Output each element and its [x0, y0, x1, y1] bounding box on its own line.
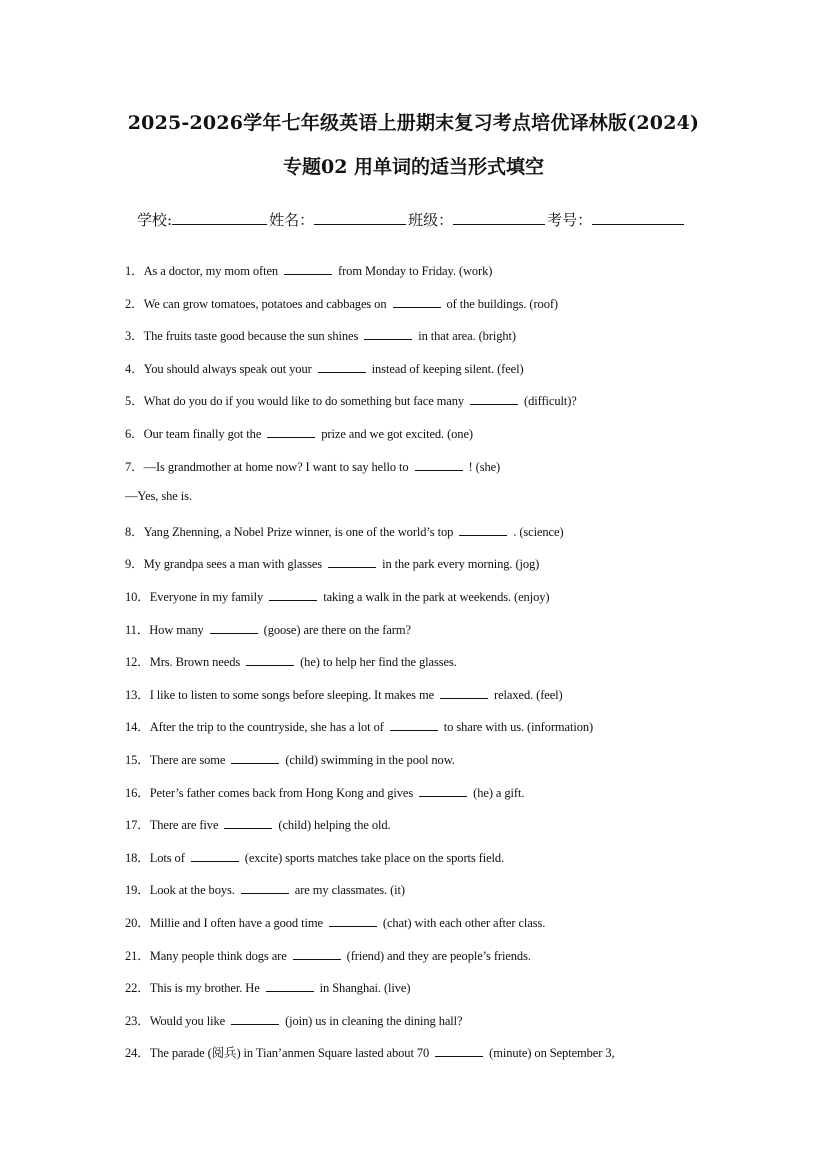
question-text-before: How many	[149, 622, 204, 637]
answer-blank[interactable]	[328, 556, 376, 568]
question-number: 11．	[125, 622, 150, 637]
question-number: 14．	[125, 720, 150, 735]
question-item	[125, 717, 593, 735]
question-text-before: We can grow tomatoes, potatoes and cabbages on	[143, 296, 387, 311]
question-item	[125, 261, 492, 279]
question-item	[125, 522, 564, 540]
question-number: 4．	[125, 361, 144, 376]
question-item	[125, 620, 411, 638]
question-text-before: Peter’s father comes back from Hong Kong and gives	[149, 785, 414, 800]
name-field[interactable]	[314, 210, 406, 225]
question-number: 5．	[125, 394, 144, 409]
question-text-before: Many people think dogs are	[149, 948, 287, 963]
question-text-after: from Monday to Friday. (work)	[338, 264, 493, 278]
question-item	[125, 489, 192, 504]
question-item	[125, 457, 500, 475]
class-label: 班级：	[408, 211, 454, 229]
question-text-before: Would you like	[149, 1013, 226, 1028]
question-number: 8．	[125, 524, 144, 539]
question-text-before: After the trip to the countryside, she has a lot of	[149, 720, 384, 735]
question-text-after: . (science)	[513, 524, 564, 539]
answer-blank[interactable]	[284, 263, 332, 275]
question-text-after: (minute) on September 3,	[489, 1046, 615, 1061]
question-item	[125, 946, 531, 964]
question-number: 19．	[125, 883, 150, 898]
question-number: 2．	[125, 296, 144, 311]
class-field[interactable]	[453, 210, 545, 225]
question-text-after: (excite) sports matches take place on the sports field.	[244, 850, 505, 865]
page-title: 2025-2026学年七年级英语上册期末复习考点培优译林版(2024)	[127, 112, 700, 134]
question-item	[125, 913, 545, 931]
answer-blank[interactable]	[267, 426, 315, 438]
answer-blank[interactable]	[435, 1045, 483, 1057]
answer-blank[interactable]	[459, 524, 507, 536]
question-text-before: I like to listen to some songs before sleeping. It makes me	[149, 687, 435, 702]
student-info-line	[137, 209, 686, 230]
answer-blank[interactable]	[329, 915, 377, 927]
question-text-after: (he) to help her find the glasses.	[300, 655, 457, 670]
question-item	[125, 326, 516, 344]
question-text-after: (join) us in cleaning the dining hall?	[285, 1013, 463, 1028]
question-item	[125, 391, 577, 409]
question-item	[125, 815, 391, 833]
question-text-after: (difficult)?	[524, 394, 577, 409]
answer-blank[interactable]	[364, 328, 412, 340]
question-item	[125, 424, 473, 442]
answer-blank[interactable]	[415, 459, 463, 471]
answer-blank[interactable]	[224, 817, 272, 829]
question-text-before: My grandpa sees a man with glasses	[143, 557, 323, 572]
answer-blank[interactable]	[293, 948, 341, 960]
question-number: 24．	[125, 1046, 150, 1061]
school-label: 学校:	[137, 211, 173, 229]
question-item	[125, 880, 405, 898]
question-text-before: You should always speak out your	[143, 361, 312, 376]
question-number: 6．	[125, 427, 144, 441]
question-text-before: —Is grandmother at home now? I want to say hello to	[143, 459, 409, 474]
question-number: 3．	[125, 329, 144, 344]
question-text-after: of the buildings. (roof)	[446, 296, 558, 311]
question-text-before: Yang Zhenning, a Nobel Prize winner, is one of the world’s top	[143, 524, 454, 539]
question-item	[125, 587, 549, 605]
question-text-after: in Shanghai. (live)	[319, 981, 411, 996]
question-number: 17．	[125, 818, 150, 833]
question-text-after: (chat) with each other after class.	[382, 916, 546, 930]
question-text-after: to share with us. (information)	[443, 720, 594, 735]
question-text-after: prize and we got excited. (one)	[321, 427, 473, 441]
question-text-after: (he) a gift.	[473, 785, 525, 800]
answer-blank[interactable]	[419, 785, 467, 797]
question-number: 10．	[125, 590, 150, 604]
question-number: 1．	[125, 264, 144, 278]
question-number: 12．	[125, 655, 150, 670]
question-text-before: This is my brother. He	[149, 981, 260, 996]
question-item	[125, 359, 524, 377]
answer-blank[interactable]	[440, 687, 488, 699]
answer-text: —Yes, she is.	[125, 489, 192, 504]
question-text-before: The parade (阅兵) in Tian’anmen Square lasted about 70	[149, 1046, 430, 1061]
question-text-before: Look at the boys.	[149, 883, 235, 898]
question-item	[125, 652, 457, 670]
answer-blank[interactable]	[231, 1013, 279, 1025]
question-item	[125, 848, 504, 866]
question-number: 16．	[125, 785, 150, 800]
answer-blank[interactable]	[470, 393, 518, 405]
question-item	[125, 978, 410, 996]
question-number: 15．	[125, 753, 150, 767]
answer-blank[interactable]	[318, 361, 366, 373]
exam-no-field[interactable]	[592, 210, 684, 225]
question-text-after: in that area. (bright)	[418, 329, 516, 344]
question-text-after: (child) swimming in the pool now.	[285, 753, 455, 767]
answer-blank[interactable]	[393, 296, 441, 308]
question-number: 23．	[125, 1013, 150, 1028]
page-subtitle: 专题02 用单词的适当形式填空	[282, 156, 545, 178]
exam-no-label: 考号：	[547, 211, 593, 229]
question-text-before: Mrs. Brown needs	[149, 655, 241, 670]
question-text-after: relaxed. (feel)	[494, 687, 563, 702]
question-text-before: Millie and I often have a good time	[149, 916, 323, 930]
question-text-before: Our team finally got the	[143, 427, 262, 441]
answer-blank[interactable]	[246, 654, 294, 666]
question-text-before: Lots of	[149, 850, 185, 865]
question-text-after: ! (she)	[468, 459, 501, 474]
question-text-after: are my classmates. (it)	[294, 883, 405, 898]
question-text-before: There are some	[149, 753, 226, 767]
question-text-after: taking a walk in the park at weekends. (enjoy)	[323, 590, 550, 604]
question-number: 7．	[125, 459, 144, 474]
answer-blank[interactable]	[390, 719, 438, 731]
question-item	[125, 1043, 615, 1061]
question-text-before: Everyone in my family	[149, 590, 264, 604]
answer-blank[interactable]	[191, 850, 239, 862]
question-item	[125, 1011, 463, 1029]
question-text-after: (friend) and they are people’s friends.	[346, 948, 531, 963]
question-text-after: in the park every morning. (jog)	[382, 557, 540, 572]
answer-blank[interactable]	[241, 882, 289, 894]
answer-blank[interactable]	[231, 752, 279, 764]
question-number: 20．	[125, 916, 150, 930]
question-text-after: instead of keeping silent. (feel)	[371, 361, 524, 376]
answer-blank[interactable]	[269, 589, 317, 601]
answer-blank[interactable]	[210, 622, 258, 634]
question-number: 13．	[125, 687, 150, 702]
question-item	[125, 554, 539, 572]
question-text-before: What do you do if you would like to do something but face many	[143, 394, 465, 409]
question-item	[125, 750, 455, 768]
question-text-before: As a doctor, my mom often	[143, 264, 279, 278]
question-number: 22．	[125, 981, 150, 996]
school-field[interactable]	[172, 210, 267, 225]
question-text-after: (child) helping the old.	[278, 818, 391, 833]
question-number: 9．	[125, 557, 144, 572]
question-item	[125, 783, 524, 801]
question-text-after: (goose) are there on the farm?	[263, 622, 411, 637]
question-text-before: The fruits taste good because the sun shines	[143, 329, 359, 344]
question-number: 18．	[125, 850, 150, 865]
question-item	[125, 294, 558, 312]
question-number: 21．	[125, 948, 150, 963]
question-item	[125, 685, 563, 703]
question-text-before: There are five	[149, 818, 219, 833]
answer-blank[interactable]	[266, 980, 314, 992]
name-label: 姓名：	[269, 211, 315, 229]
